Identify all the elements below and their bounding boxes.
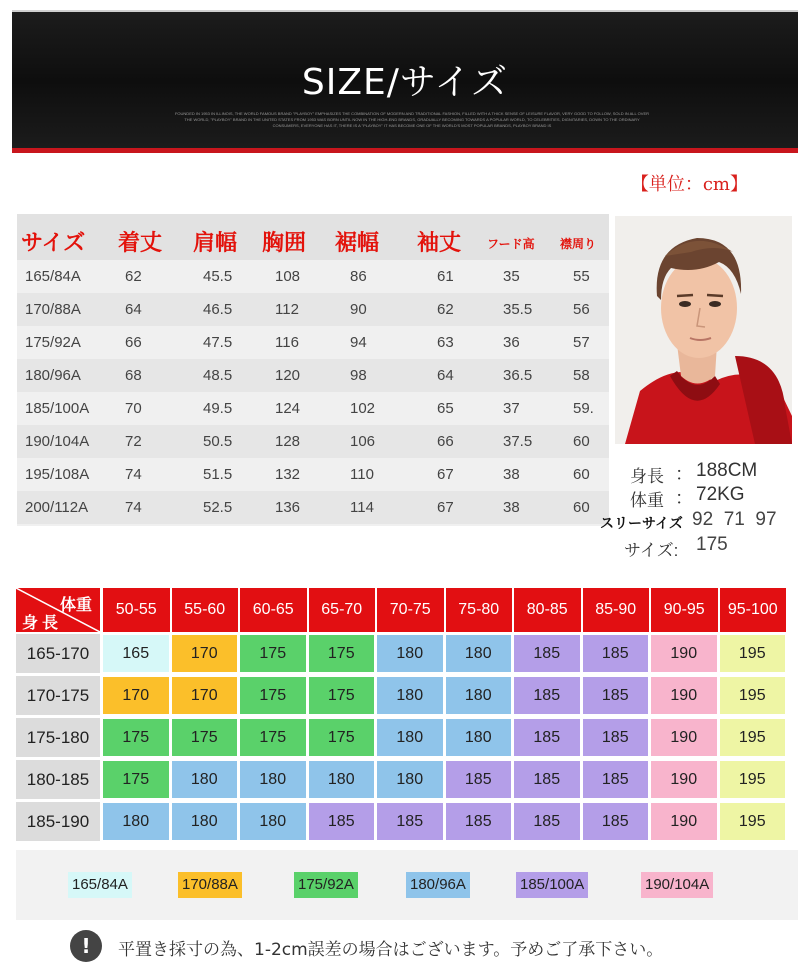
banner-title: SIZE/サイズ xyxy=(301,62,509,103)
size-table-cell: 116 xyxy=(275,334,299,351)
size-table-row xyxy=(17,293,609,326)
weight-column-header: 90-95 xyxy=(651,588,718,632)
size-table-cell: 36 xyxy=(503,334,520,351)
size-legend xyxy=(16,850,798,920)
size-cell: 185 xyxy=(309,803,375,840)
size-table-cell: 52.5 xyxy=(203,499,233,516)
size-table-cell: 67 xyxy=(437,466,454,483)
model-photo xyxy=(615,216,792,444)
size-table-cell: 110 xyxy=(350,466,374,483)
size-table-cell: 55 xyxy=(573,268,590,285)
size-cell: 180 xyxy=(377,719,443,756)
size-table-cell: 37.5 xyxy=(503,433,533,450)
measurement-note xyxy=(70,930,790,964)
size-table-cell: 124 xyxy=(275,400,301,417)
header-chest: 胸囲 xyxy=(262,231,307,256)
size-table-cell: 64 xyxy=(125,301,142,318)
size-table-cell: 190/104A xyxy=(25,433,90,450)
unit-label: 【単位：cm】 xyxy=(630,174,748,195)
size-cell: 180 xyxy=(377,761,443,798)
size-table-cell: 70 xyxy=(125,400,142,417)
weight-column-header: 50-55 xyxy=(103,588,170,632)
size-table-cell: 49.5 xyxy=(203,400,233,417)
size-table-cell: 175/92A xyxy=(25,334,81,351)
header-length: 着丈 xyxy=(118,231,163,256)
size-table-cell: 68 xyxy=(125,367,142,384)
size-cell: 180 xyxy=(446,635,512,672)
size-table-cell: 37 xyxy=(503,400,520,417)
size-table-cell: 62 xyxy=(125,268,142,285)
note-text: 平置き採寸の為、1-2cm誤差の場合はございます。予めご了承下さい。 xyxy=(118,940,664,960)
header-shoulder: 肩幅 xyxy=(193,231,238,256)
model-size-label: サイズ: xyxy=(624,541,679,560)
size-cell: 190 xyxy=(651,635,717,672)
weight-column-header: 65-70 xyxy=(309,588,376,632)
size-table-cell: 51.5 xyxy=(203,466,233,483)
size-cell: 175 xyxy=(309,635,375,672)
size-table-cell: 45.5 xyxy=(203,268,233,285)
model-height-label: 身長 xyxy=(630,467,664,486)
size-table-cell: 185/100A xyxy=(25,400,90,417)
size-table-row xyxy=(17,326,609,359)
model-weight-colon: ： xyxy=(675,488,693,508)
size-table-cell: 94 xyxy=(350,334,367,351)
legend-item: 170/88A xyxy=(178,872,242,898)
weight-column-header: 75-80 xyxy=(446,588,513,632)
size-cell: 180 xyxy=(240,803,306,840)
size-cell: 190 xyxy=(651,677,717,714)
size-table-row xyxy=(17,260,609,293)
size-table-cell: 59. xyxy=(573,400,594,417)
size-cell: 185 xyxy=(583,719,649,756)
corner-weight-label: 体重 xyxy=(59,595,92,614)
model-height-value: 188CM xyxy=(696,460,758,481)
size-table xyxy=(17,214,609,526)
weight-column-header: 80-85 xyxy=(514,588,581,632)
size-table-cell: 62 xyxy=(437,301,454,318)
size-cell: 180 xyxy=(103,803,169,840)
corner-height-label: 身長 xyxy=(22,613,63,632)
size-table-cell: 64 xyxy=(437,367,454,384)
size-table-cell: 50.5 xyxy=(203,433,233,450)
size-table-cell: 46.5 xyxy=(203,301,233,318)
height-row-label: 185-190 xyxy=(16,802,100,841)
size-cell: 175 xyxy=(309,677,375,714)
size-cell: 185 xyxy=(446,761,512,798)
height-row-label: 165-170 xyxy=(16,634,100,673)
size-cell: 175 xyxy=(240,635,306,672)
size-table-cell: 60 xyxy=(573,466,590,483)
legend-item: 185/100A xyxy=(516,872,588,898)
exclamation-icon: ! xyxy=(70,930,102,962)
model-height-colon: ： xyxy=(675,464,693,484)
model-size-value: 175 xyxy=(696,534,728,555)
size-table-cell: 60 xyxy=(573,499,590,516)
size-table-cell: 38 xyxy=(503,499,520,516)
height-row-label: 180-185 xyxy=(16,760,100,799)
size-table-cell: 67 xyxy=(437,499,454,516)
size-cell: 180 xyxy=(446,719,512,756)
size-cell: 170 xyxy=(103,677,169,714)
size-table-cell: 47.5 xyxy=(203,334,233,351)
size-table-cell: 58 xyxy=(573,367,590,384)
model-illustration xyxy=(615,216,792,444)
size-table-cell: 61 xyxy=(437,268,454,285)
legend-item: 165/84A xyxy=(68,872,132,898)
size-cell: 185 xyxy=(514,635,580,672)
size-cell: 165 xyxy=(103,635,169,672)
size-table-row xyxy=(17,491,609,524)
size-table-cell: 120 xyxy=(275,367,301,384)
size-cell: 180 xyxy=(172,761,238,798)
size-cell: 180 xyxy=(309,761,375,798)
size-cell: 185 xyxy=(446,803,512,840)
size-table-cell: 112 xyxy=(275,301,299,318)
header-size: サイズ xyxy=(21,231,86,256)
size-table-cell: 63 xyxy=(437,334,454,351)
size-table-cell: 200/112A xyxy=(25,499,89,516)
size-table-cell: 66 xyxy=(125,334,142,351)
chart-corner xyxy=(16,588,100,632)
size-table-cell: 108 xyxy=(275,268,301,285)
size-cell: 195 xyxy=(720,719,786,756)
size-cell: 175 xyxy=(172,719,238,756)
size-cell: 180 xyxy=(240,761,306,798)
size-table-cell: 60 xyxy=(573,433,590,450)
size-table-cell: 106 xyxy=(350,433,376,450)
size-cell: 185 xyxy=(514,677,580,714)
size-cell: 175 xyxy=(103,761,169,798)
weight-column-header: 85-90 xyxy=(583,588,650,632)
size-cell: 175 xyxy=(240,677,306,714)
size-table-cell: 72 xyxy=(125,433,142,450)
header-hood: フード高 xyxy=(487,237,535,251)
weight-height-chart xyxy=(16,588,798,846)
header-hem: 裾幅 xyxy=(335,231,380,256)
size-cell: 195 xyxy=(720,761,786,798)
model-three-size-label: スリーサイズ xyxy=(600,515,683,531)
header-sleeve: 袖丈 xyxy=(417,231,462,256)
banner-red-stripe xyxy=(12,148,798,153)
size-cell: 175 xyxy=(103,719,169,756)
weight-column-header: 70-75 xyxy=(377,588,444,632)
size-table-cell: 114 xyxy=(350,499,374,516)
size-cell: 180 xyxy=(377,635,443,672)
size-table-cell: 48.5 xyxy=(203,367,233,384)
size-cell: 185 xyxy=(514,719,580,756)
header-collar: 襟周り xyxy=(560,237,597,251)
size-cell: 185 xyxy=(377,803,443,840)
size-table-cell: 35.5 xyxy=(503,301,533,318)
size-cell: 185 xyxy=(514,761,580,798)
size-table-cell: 165/84A xyxy=(25,268,81,285)
size-table-cell: 66 xyxy=(437,433,454,450)
size-table-cell: 86 xyxy=(350,268,367,285)
size-cell: 185 xyxy=(583,761,649,798)
size-table-cell: 195/108A xyxy=(25,466,90,483)
model-weight-label: 体重 xyxy=(630,491,664,510)
size-table-cell: 180/96A xyxy=(25,367,81,384)
legend-item: 180/96A xyxy=(406,872,470,898)
size-cell: 185 xyxy=(583,677,649,714)
size-cell: 180 xyxy=(377,677,443,714)
size-cell: 195 xyxy=(720,635,786,672)
size-table-header xyxy=(17,214,609,260)
size-table-row xyxy=(17,392,609,425)
size-cell: 185 xyxy=(583,803,649,840)
weight-column-header: 55-60 xyxy=(172,588,239,632)
size-table-cell: 74 xyxy=(125,466,142,483)
size-table-cell: 74 xyxy=(125,499,142,516)
header-banner xyxy=(12,10,798,150)
size-cell: 195 xyxy=(720,677,786,714)
size-table-cell: 35 xyxy=(503,268,520,285)
size-cell: 170 xyxy=(172,635,238,672)
size-cell: 180 xyxy=(172,803,238,840)
size-cell: 190 xyxy=(651,719,717,756)
size-cell: 185 xyxy=(583,635,649,672)
size-cell: 190 xyxy=(651,761,717,798)
legend-item: 175/92A xyxy=(294,872,358,898)
size-table-cell: 136 xyxy=(275,499,301,516)
size-cell: 175 xyxy=(240,719,306,756)
size-table-cell: 90 xyxy=(350,301,367,318)
weight-column-header: 60-65 xyxy=(240,588,307,632)
size-cell: 175 xyxy=(309,719,375,756)
size-cell: 185 xyxy=(514,803,580,840)
model-three-size-value: 92 71 97 xyxy=(692,509,777,530)
size-table-row xyxy=(17,458,609,491)
size-table-cell: 65 xyxy=(437,400,454,417)
size-table-cell: 57 xyxy=(573,334,590,351)
size-table-cell: 102 xyxy=(350,400,376,417)
size-cell: 190 xyxy=(651,803,717,840)
size-cell: 180 xyxy=(446,677,512,714)
size-table-cell: 128 xyxy=(275,433,301,450)
legend-item: 190/104A xyxy=(641,872,713,898)
model-weight-value: 72KG xyxy=(696,484,745,505)
size-table-cell: 170/88A xyxy=(25,301,81,318)
size-table-cell: 36.5 xyxy=(503,367,533,384)
size-cell: 170 xyxy=(172,677,238,714)
height-row-label: 175-180 xyxy=(16,718,100,757)
size-cell: 195 xyxy=(720,803,786,840)
size-table-cell: 38 xyxy=(503,466,520,483)
size-table-cell: 132 xyxy=(275,466,301,483)
size-table-row xyxy=(17,359,609,392)
size-table-cell: 98 xyxy=(350,367,367,384)
size-table-cell: 56 xyxy=(573,301,590,318)
banner-subtitle: FOUNDED IN 1953 IN ILLINOIS, THE WORLD FAMOUS BRAND "PLAYBOY" EMPHASIZES THE COMBINATION OF MODERN AND TRADITIONAL FASHION, FILLED WITH A THICK SENSE OF LEISURE FLAVOR, VERY GOOD TO FOLLOW, SOLD IN ALL OVER THE WORLD, "PLAYBOY" BRAND IN THE UNITED STATES FROM 1953 WAS BORN UNTIL NOW IN THE HIGH-END BRANDS, GRADUALLY BECOMING TOWARDS A POPULAR WORLD, TO CELEBRITIES, DIGNITARIES, DOWN TO THE ORDINARY CONSUMERS, EVERYONE HAS IT, THERE IS A "PLAYBOY" IT HAS BECOME ONE OF THE WORLD'S MOST POPULAR BRANDS, PLAYBOY BRAND IS xyxy=(174,111,650,128)
weight-column-header: 95-100 xyxy=(720,588,787,632)
size-table-row xyxy=(17,425,609,458)
height-row-label: 170-175 xyxy=(16,676,100,715)
